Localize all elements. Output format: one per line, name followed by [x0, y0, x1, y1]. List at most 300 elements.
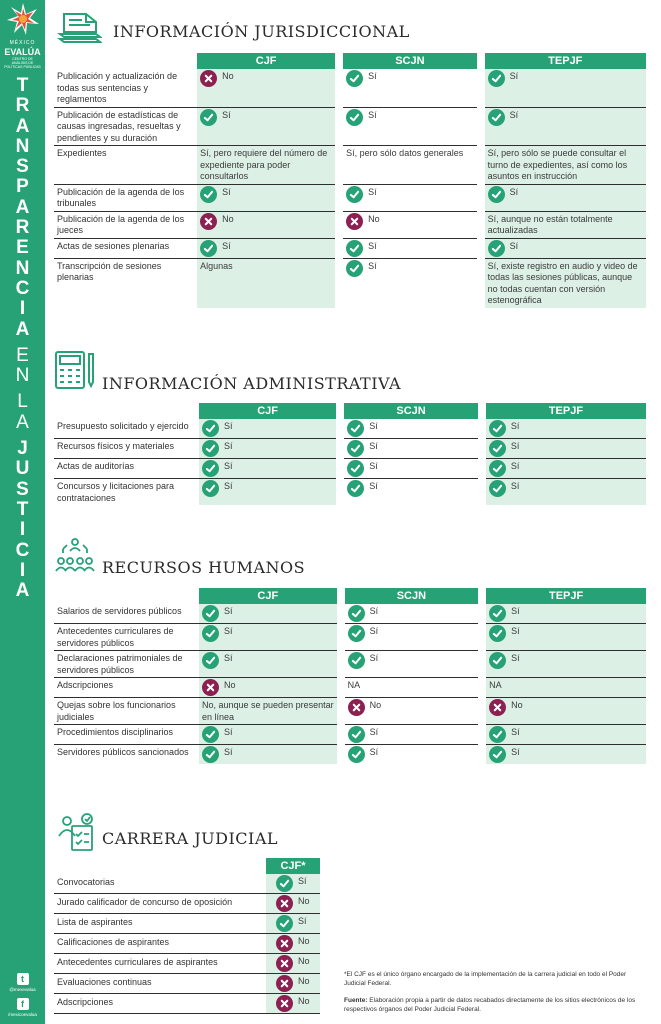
value-wrap — [202, 747, 334, 763]
value-cell — [482, 439, 646, 459]
value-cell — [341, 624, 483, 651]
facebook-handle[interactable]: /mexicoevalua — [8, 1012, 37, 1017]
check-icon — [346, 260, 363, 277]
value-wrap — [348, 680, 476, 692]
value-cell — [340, 479, 482, 506]
vertical-title-letter: C — [15, 277, 30, 299]
value-wrap — [348, 626, 476, 642]
value-text: Sí — [224, 606, 233, 616]
check-icon — [489, 605, 506, 622]
value-cell — [339, 258, 480, 308]
value-cell — [341, 678, 483, 698]
table-row — [54, 211, 646, 238]
check-icon — [489, 746, 506, 763]
value-cell — [482, 651, 646, 678]
row-label: Adscripciones — [54, 678, 199, 698]
value-wrap — [202, 700, 334, 723]
check-icon — [276, 915, 293, 932]
value-cell — [199, 745, 341, 765]
value-wrap — [276, 996, 316, 1012]
table-row — [54, 725, 646, 745]
value-text: Sí — [511, 626, 520, 636]
check-icon — [489, 625, 506, 642]
value-text: No — [298, 976, 310, 986]
check-icon — [489, 726, 506, 743]
check-icon — [489, 652, 506, 669]
check-icon — [348, 726, 365, 743]
vertical-title-letter: S — [16, 478, 29, 500]
table-row — [54, 258, 646, 308]
table-row — [54, 974, 320, 994]
value-cell — [341, 604, 483, 624]
row-label: Quejas sobre los funcionarios judiciales — [54, 698, 199, 725]
vertical-title-letter: E — [16, 344, 29, 366]
calculator-icon — [54, 350, 96, 390]
check-icon — [488, 70, 505, 87]
table-row — [54, 934, 320, 954]
check-icon — [202, 625, 219, 642]
check-icon — [276, 875, 293, 892]
value-wrap — [202, 680, 334, 696]
value-cell — [341, 651, 483, 678]
column-header-tepjf: TEPJF — [482, 403, 646, 419]
value-cell — [266, 954, 320, 974]
value-wrap — [276, 976, 316, 992]
value-text: Sí — [511, 653, 520, 663]
vertical-title-letter: A — [16, 411, 29, 433]
table-row — [54, 439, 646, 459]
row-label: Calificaciones de aspirantes — [54, 934, 266, 954]
value-text: Sí — [368, 109, 377, 120]
value-text: Sí — [369, 653, 379, 663]
vertical-title — [0, 76, 45, 601]
value-text: Sí — [369, 747, 379, 757]
evaluation-icon — [56, 812, 96, 852]
cross-icon — [276, 895, 293, 912]
table-row — [54, 69, 646, 107]
value-wrap — [200, 187, 332, 203]
table-row — [54, 651, 646, 678]
value-cell — [482, 725, 646, 745]
value-cell — [339, 69, 480, 107]
value-wrap — [489, 700, 643, 716]
value-wrap — [276, 876, 316, 892]
check-icon — [488, 109, 505, 126]
value-cell — [481, 146, 646, 185]
value-text: No — [298, 996, 310, 1006]
documents-icon — [56, 10, 102, 44]
vertical-title-letter: A — [15, 115, 30, 137]
table-row — [54, 624, 646, 651]
vertical-title-letter: N — [15, 135, 30, 157]
value-text: Sí — [510, 481, 520, 491]
check-icon — [202, 420, 219, 437]
vertical-title-letter: E — [16, 237, 29, 259]
vertical-title-letter: I — [19, 559, 26, 581]
value-cell — [339, 211, 480, 238]
check-icon — [200, 240, 217, 257]
check-icon — [347, 440, 364, 457]
value-cell — [199, 419, 340, 439]
value-wrap — [276, 896, 316, 912]
column-header-scjn: SCJN — [341, 588, 483, 604]
value-wrap — [348, 606, 476, 622]
value-wrap — [347, 441, 475, 457]
value-text: No, aunque se pueden presentar en línea — [202, 700, 334, 722]
value-cell — [197, 238, 339, 258]
value-text: Sí, pero sólo se puede consultar el turno de expedientes, así como los asuntos en instrucción — [487, 148, 628, 181]
row-label: Publicación y actualización de todas sus sentencias y reglamentos — [54, 69, 197, 107]
value-text: No — [224, 680, 236, 690]
table-header-row — [54, 403, 646, 419]
value-text: Sí, pero requiere del número de expediente para poder consultarlos — [200, 148, 328, 181]
value-text: Sí — [369, 626, 379, 636]
check-icon — [348, 652, 365, 669]
value-text: Sí — [298, 876, 307, 886]
value-text: No — [511, 700, 523, 710]
source-text: Elaboración propia a partir de datos recabados directamente de los sitios electrónicos de los respectivos órganos del Poder Judicial Federal. — [344, 997, 636, 1013]
value-text: Sí, existe registro en audio y video de todas las sesiones públicas, aunque no todas cuentan con versión estenográfica — [487, 260, 638, 305]
vertical-title-letter: P — [16, 176, 29, 198]
value-wrap — [346, 110, 473, 126]
value-cell — [199, 678, 341, 698]
value-cell — [197, 146, 339, 185]
cross-icon — [489, 699, 506, 716]
value-text: NA — [489, 680, 502, 690]
value-wrap — [488, 241, 643, 257]
cross-icon — [346, 213, 363, 230]
check-icon — [202, 460, 219, 477]
value-cell — [197, 258, 339, 308]
check-icon — [489, 420, 506, 437]
cross-icon — [202, 679, 219, 696]
value-cell — [197, 69, 339, 107]
row-label: Transcripción de sesiones plenarias — [57, 260, 162, 282]
check-icon — [347, 420, 364, 437]
value-cell — [340, 459, 482, 479]
facebook-icon[interactable]: f — [17, 998, 29, 1010]
value-text: Algunas — [200, 260, 233, 271]
value-cell — [339, 146, 480, 185]
vertical-title-letter: R — [15, 95, 30, 117]
value-text: Sí — [222, 186, 231, 197]
column-header-cjf: CJF* — [266, 858, 320, 874]
check-icon — [202, 605, 219, 622]
value-text: Sí — [224, 747, 233, 757]
vertical-title-letter: T — [16, 498, 29, 520]
cross-icon — [348, 699, 365, 716]
check-icon — [200, 109, 217, 126]
value-wrap — [348, 700, 476, 716]
check-icon — [202, 652, 219, 669]
check-icon — [488, 240, 505, 257]
value-wrap — [348, 747, 476, 763]
value-text: Sí — [223, 421, 233, 431]
table-row — [54, 914, 320, 934]
vertical-title-letter: T — [16, 75, 29, 96]
vertical-title-letter: U — [15, 458, 30, 480]
source-note — [344, 997, 644, 1014]
row-label: Salarios de servidores públicos — [54, 604, 199, 624]
table-row — [54, 107, 646, 146]
value-cell — [266, 934, 320, 954]
value-text: Sí — [368, 260, 377, 271]
vertical-title-letter: I — [19, 298, 26, 320]
value-cell — [197, 211, 339, 238]
table-row — [54, 459, 646, 479]
value-wrap — [200, 148, 332, 183]
check-icon — [489, 480, 506, 497]
check-icon — [346, 70, 363, 87]
value-wrap — [346, 214, 473, 230]
cross-icon — [200, 70, 217, 87]
value-wrap — [489, 727, 643, 743]
value-wrap — [489, 626, 643, 642]
value-wrap — [488, 214, 643, 237]
value-wrap — [200, 241, 332, 257]
value-text: Sí — [368, 186, 377, 197]
value-wrap — [346, 187, 473, 203]
vertical-title-letter: A — [15, 580, 30, 602]
sidebar — [0, 0, 45, 1024]
value-text: Sí — [222, 109, 231, 120]
value-cell — [482, 745, 646, 765]
value-cell — [482, 479, 646, 506]
cross-icon — [276, 995, 293, 1012]
value-text: Sí, aunque no están totalmente actualizadas — [487, 213, 613, 235]
value-wrap — [200, 110, 332, 126]
table-row — [54, 994, 320, 1014]
value-text: Sí — [509, 240, 519, 251]
table-header-row — [54, 858, 320, 874]
value-cell — [481, 184, 646, 211]
value-text: Sí — [369, 421, 378, 431]
section-title-administrativa: INFORMACIÓN ADMINISTRATIVA — [102, 374, 402, 393]
section-title-carrera-judicial: CARRERA JUDICIAL — [102, 829, 279, 848]
value-wrap — [489, 653, 643, 669]
vertical-title-letter: N — [15, 365, 30, 387]
check-icon — [348, 605, 365, 622]
check-icon — [202, 440, 219, 457]
vertical-title-letter: C — [15, 539, 30, 561]
brand-name: EVALÚA — [4, 47, 41, 57]
column-header-cjf: CJF — [197, 53, 339, 69]
value-wrap — [200, 71, 332, 87]
header-blank — [54, 53, 197, 69]
value-text: No — [368, 213, 380, 224]
value-text: Sí — [298, 916, 307, 926]
value-text: Sí — [510, 461, 520, 471]
value-wrap — [489, 461, 643, 477]
row-label: Jurado calificador de concurso de oposición — [54, 894, 266, 914]
value-text: Sí — [223, 441, 233, 451]
social-links — [0, 973, 45, 1017]
value-wrap — [276, 916, 316, 932]
value-cell — [199, 479, 340, 506]
row-label: Expedientes — [54, 146, 197, 185]
row-label: Antecedentes curriculares de aspirantes — [54, 954, 266, 974]
cross-icon — [276, 955, 293, 972]
value-text: No — [369, 700, 382, 710]
source-label: Fuente: — [344, 997, 368, 1004]
header-blank — [54, 858, 266, 874]
people-icon — [55, 537, 95, 575]
value-wrap — [489, 747, 643, 763]
value-wrap — [200, 261, 332, 273]
value-wrap — [348, 727, 476, 743]
value-text: Sí — [511, 747, 520, 757]
table-row — [54, 894, 320, 914]
vertical-title-letter: A — [15, 318, 30, 340]
value-cell — [340, 439, 482, 459]
check-icon — [200, 186, 217, 203]
cross-icon — [276, 975, 293, 992]
check-icon — [348, 746, 365, 763]
table-row — [54, 184, 646, 211]
value-cell — [266, 894, 320, 914]
twitter-handle[interactable]: @mexevalua — [9, 987, 36, 992]
vertical-title-letter: A — [15, 196, 30, 218]
twitter-icon[interactable]: t — [17, 973, 29, 985]
value-text: Sí — [509, 71, 519, 81]
value-cell — [266, 994, 320, 1014]
value-wrap — [488, 187, 643, 203]
value-cell — [340, 419, 482, 439]
section-title-recursos-humanos: RECURSOS HUMANOS — [102, 558, 306, 577]
check-icon — [346, 186, 363, 203]
value-text: No — [222, 71, 234, 81]
check-icon — [489, 440, 506, 457]
value-text: Sí — [369, 727, 379, 737]
row-label: Publicación de estadísticas de causas ingresadas, resueltas y pendientes y su duración — [54, 107, 197, 146]
value-wrap — [202, 421, 333, 437]
value-wrap — [489, 421, 643, 437]
brand-subtitle: CENTRO DE ANÁLISIS DE POLÍTICAS PÚBLICAS — [4, 57, 41, 69]
table-jurisdiccional — [54, 53, 646, 308]
value-wrap — [202, 481, 333, 497]
value-wrap — [348, 653, 476, 669]
value-cell — [199, 698, 341, 725]
column-header-scjn: SCJN — [340, 403, 482, 419]
table-row — [54, 874, 320, 894]
table-row — [54, 745, 646, 765]
value-wrap — [488, 110, 643, 126]
value-text: No — [298, 956, 310, 966]
value-wrap — [489, 680, 643, 692]
value-cell — [482, 624, 646, 651]
value-wrap — [202, 461, 333, 477]
value-cell — [199, 624, 341, 651]
column-header-cjf: CJF — [199, 403, 340, 419]
value-cell — [199, 651, 341, 678]
table-row — [54, 419, 646, 439]
table-row — [54, 698, 646, 725]
value-wrap — [202, 727, 334, 743]
vertical-title-letter: J — [17, 438, 28, 460]
value-cell — [481, 69, 646, 107]
brand-country: MÉXICO — [9, 40, 36, 46]
value-text: Sí — [368, 71, 377, 81]
value-text: No — [222, 213, 234, 224]
table-row — [54, 238, 646, 258]
check-icon — [346, 240, 363, 257]
value-wrap — [202, 626, 334, 642]
table-row — [54, 954, 320, 974]
column-header-cjf: CJF — [199, 588, 341, 604]
row-label: Evaluaciones continuas — [54, 974, 266, 994]
value-cell — [266, 914, 320, 934]
logo-star-icon — [6, 2, 40, 36]
table-row — [54, 678, 646, 698]
value-cell — [266, 874, 320, 894]
value-text: Sí — [510, 421, 520, 431]
value-wrap — [202, 606, 334, 622]
value-text: Sí — [511, 727, 520, 737]
value-cell — [482, 604, 646, 624]
value-wrap — [347, 461, 475, 477]
value-cell — [482, 419, 646, 439]
vertical-title-letter: I — [19, 519, 26, 541]
value-text: Sí — [222, 240, 231, 251]
row-label: Declaraciones patrimoniales de servidores públicos — [54, 651, 199, 678]
value-text: NA — [347, 680, 361, 690]
value-text: Sí — [223, 481, 233, 491]
value-wrap — [488, 261, 643, 307]
row-label: Actas de auditorías — [54, 459, 199, 479]
row-label: Servidores públicos sancionados — [57, 747, 189, 757]
table-row — [54, 479, 646, 506]
value-text: Sí — [509, 109, 519, 120]
check-icon — [348, 625, 365, 642]
value-wrap — [346, 241, 473, 257]
value-wrap — [489, 441, 643, 457]
column-header-scjn: SCJN — [339, 53, 480, 69]
table-recursos-humanos — [54, 588, 646, 764]
check-icon — [202, 480, 219, 497]
row-label: Recursos físicos y materiales — [54, 439, 199, 459]
check-icon — [202, 726, 219, 743]
value-cell — [339, 184, 480, 211]
row-label: Actas de sesiones plenarias — [54, 238, 197, 258]
cross-icon — [200, 213, 217, 230]
row-label: Publicación de la agenda de los tribunales — [54, 184, 197, 211]
value-cell — [341, 745, 483, 765]
value-cell — [482, 459, 646, 479]
value-wrap — [488, 71, 643, 87]
value-text: Sí — [223, 461, 233, 471]
table-administrativa — [54, 403, 646, 505]
vertical-title-letter: N — [15, 257, 30, 279]
value-cell — [481, 211, 646, 238]
column-header-tepjf: TEPJF — [482, 588, 646, 604]
value-cell — [481, 238, 646, 258]
value-text: Sí — [510, 441, 520, 451]
value-cell — [266, 974, 320, 994]
header-blank — [54, 588, 199, 604]
value-wrap — [200, 214, 332, 230]
value-cell — [199, 459, 340, 479]
value-wrap — [488, 148, 643, 183]
row-label: Presupuesto solicitado y ejercido — [54, 419, 199, 439]
value-text: Sí — [369, 481, 378, 491]
row-label: Adscripciones — [54, 994, 266, 1014]
value-cell — [197, 107, 339, 146]
value-cell — [481, 107, 646, 146]
value-wrap — [346, 261, 473, 277]
value-wrap — [276, 956, 316, 972]
header-blank — [54, 403, 199, 419]
vertical-title-letter: R — [15, 217, 30, 239]
